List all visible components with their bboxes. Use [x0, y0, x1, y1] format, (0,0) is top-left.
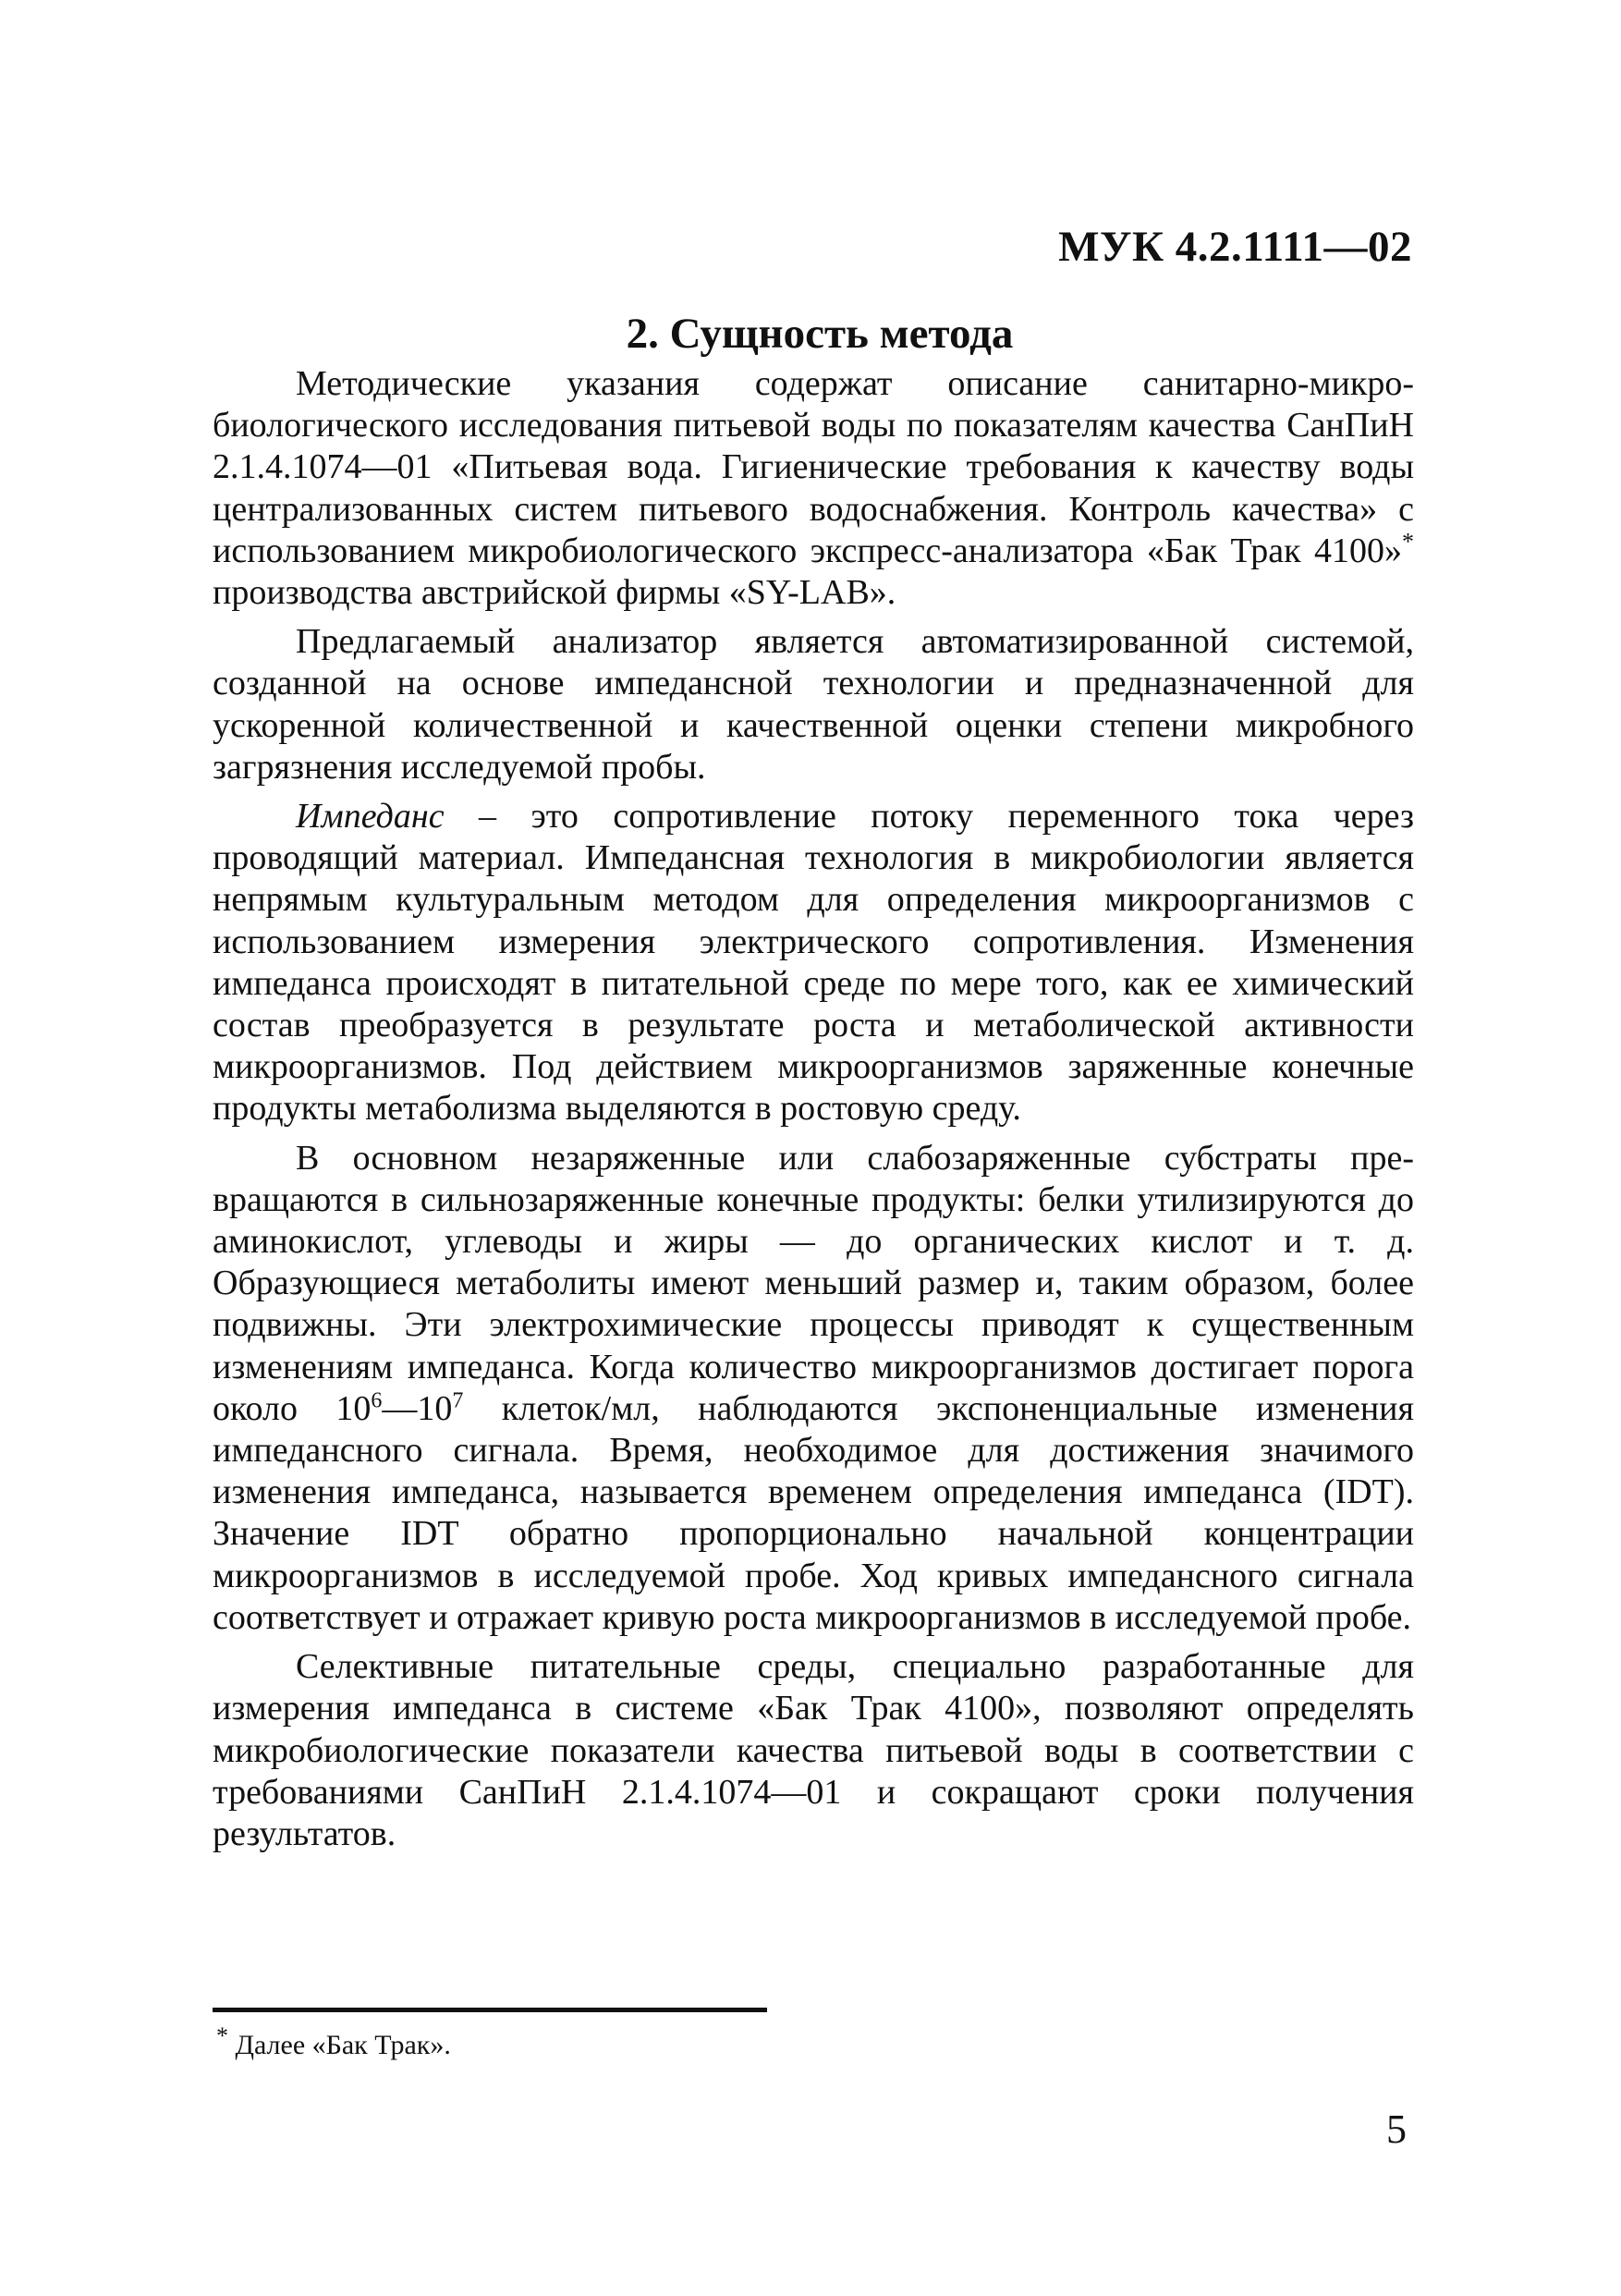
document-code: МУК 4.2.1111—02 — [1058, 223, 1412, 271]
page-number: 5 — [1386, 2107, 1407, 2152]
paragraph-4-text-c: клеток/мл, наблюдаются экспоненциальные изменения импедансного сигнала. Время, необходимое для достижения значимого изменения импеданса, называется временем определения импеданса (IDT). Значение IDT обратно пропорционально начальной концентрации микроорганизмов в исследуемой пробе. Ход кривых импедансного сигнала соответствует и отражает кривую роста микроорганизмов в исследуемой пробе. — [213, 1388, 1414, 1637]
paragraph-3-text: – это сопротивление потоку переменного тока через проводящий материал. Импедансная технология в микробиологии является непрямым культуральным методом для определения микроорганизмов с использованием измерения электрического сопротивления. Изменения импеданса происходят в питательной среде по мере того, как ее химический состав преобразуется в результате роста и метаболической активности микроорганизмов. Под действием микроорганизмов заряженные конечные продукты метаболизма выделяются в ростовую среду. — [213, 797, 1414, 1129]
section-title: 2. Сущность метода — [626, 310, 1014, 358]
term-impedance: Импеданс — [296, 797, 445, 837]
paragraph-4-text-b: —10 — [382, 1388, 453, 1428]
paragraph-1-text-b: производства австрийской фирмы «SY-LAB». — [213, 573, 896, 613]
footnote-mark: * — [216, 2022, 228, 2049]
footnote-reference-mark: * — [1402, 528, 1414, 556]
exponent-6: 6 — [371, 1388, 383, 1413]
paragraph-1 — [213, 363, 1414, 614]
paragraph-4 — [213, 1138, 1414, 1639]
exponent-7: 7 — [452, 1388, 464, 1413]
paragraph-3 — [213, 796, 1414, 1130]
paragraph-1-text-a: Методические указания содержат описание санитарно-микробиологического исследования питьевой воды по показателям качества СанПиН 2.1.4.1074—01 «Питьевая вода. Гигиенические требования к качеству воды централизованных систем питьевого водоснабжения. Контроль качества» с использованием микробиологического экспресс-анализатора «Бак Трак 4100» — [213, 364, 1414, 570]
footnote — [216, 2022, 451, 2061]
footnote-divider — [213, 2008, 767, 2012]
paragraph-5: Селективные питательные среды, специально разработанные для измерения импеданса в системе «Бак Трак 4100», позволяют определять микробиологические показатели качества питьевой воды в соответствии с требованиями СанПиН 2.1.4.1074—01 и сокращают сроки получения результатов. — [213, 1647, 1414, 1853]
paragraph-4-text-a: В основном незаряженные или слабозаряженные субстраты превращаются в сильнозаряженные конечные продукты: белки утилизируются до аминокислот, углеводы и жиры — до органических кислот и т. д. Образующиеся метаболиты имеют меньший размер и, таким образом, более подвижны. Эти электрохимические процессы приводят к существенным изменениям импеданса. Когда количество микроорганизмов достигает порога около 10 — [213, 1138, 1414, 1428]
paragraph-2: Предлагаемый анализатор является автоматизированной системой, созданной на основе импедансной технологии и предназначенной для ускоренной количественной и качественной оценки степени микробного загрязнения исследуемой пробы. — [213, 622, 1414, 787]
body-text — [213, 363, 1414, 1862]
footnote-text: Далее «Бак Трак». — [228, 2030, 451, 2060]
